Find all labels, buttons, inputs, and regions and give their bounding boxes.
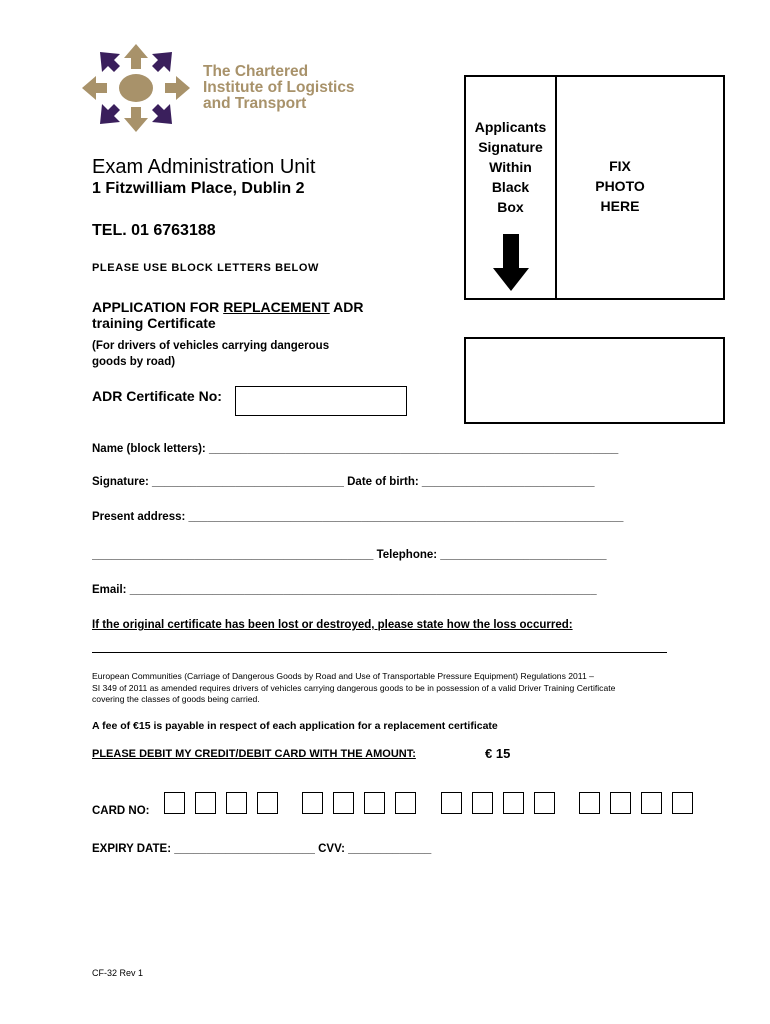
sig-line-4: Black (491, 179, 530, 195)
card-digit-box[interactable] (441, 792, 462, 814)
certificate-number-field[interactable] (235, 386, 407, 416)
application-title (92, 299, 363, 331)
org-name-line-2: Institute of Logistics (203, 79, 355, 96)
legal-line-1: European Communities (Carriage of Dangerous Goods by Road and Use of Transportable Pressure Equipment) Regulations 2011 – (92, 671, 594, 681)
subtitle-line-1: (For drivers of vehicles carrying dangerous (92, 340, 330, 352)
card-digit-box[interactable] (641, 792, 662, 814)
card-digit-box[interactable] (364, 792, 385, 814)
loss-question: If the original certificate has been lost or destroyed, please state how the loss occurred: (92, 619, 573, 631)
card-digit-box[interactable] (195, 792, 216, 814)
title-prefix: APPLICATION FOR (92, 299, 224, 315)
subtitle-line-2: goods by road) (92, 356, 176, 368)
unit-telephone: TEL. 01 6763188 (92, 222, 216, 239)
address-telephone-field[interactable]: ____________________________________________ Telephone: __________________________ (92, 549, 607, 561)
compass-logo-icon (80, 42, 192, 134)
legal-line-2: SI 349 of 2011 as amended requires drivers of vehicles carrying dangerous goods to be in possession of a valid Driver Training Certificate (92, 682, 616, 693)
title-suffix: ADR (329, 299, 364, 315)
card-digit-box[interactable] (395, 792, 416, 814)
sig-line-5: Box (497, 199, 524, 215)
photo-area[interactable] (557, 156, 683, 216)
signature-dob-field[interactable]: Signature: ______________________________ Date of birth: ___________________________ (92, 476, 595, 488)
signature-box[interactable] (464, 337, 725, 424)
sig-line-1: Applicants (474, 119, 547, 135)
card-digit-box[interactable] (610, 792, 631, 814)
photo-line-2: PHOTO (595, 178, 645, 194)
card-digit-box[interactable] (164, 792, 185, 814)
card-digit-box[interactable] (503, 792, 524, 814)
name-field[interactable]: Name (block letters): ________________________________________________________________ (92, 443, 619, 455)
expiry-cvv-field[interactable]: EXPIRY DATE: ______________________ CVV: _____________ (92, 843, 432, 855)
fee-note: A fee of €15 is payable in respect of each application for a replacement certificate (92, 720, 498, 732)
organization-name (203, 64, 355, 112)
photo-line-3: HERE (600, 198, 640, 214)
card-digit-box[interactable] (226, 792, 247, 814)
debit-amount: € 15 (485, 746, 511, 761)
title-line-2: training Certificate (92, 315, 216, 331)
card-digit-box[interactable] (302, 792, 323, 814)
certificate-number-label: ADR Certificate No: (92, 388, 222, 404)
application-subtitle (92, 338, 329, 370)
block-letters-note: PLEASE USE BLOCK LETTERS BELOW (92, 262, 320, 274)
card-digit-box[interactable] (672, 792, 693, 814)
unit-address: 1 Fitzwilliam Place, Dublin 2 (92, 180, 305, 197)
unit-title: Exam Administration Unit (92, 156, 316, 178)
photo-line-1: FIX (609, 158, 631, 174)
card-digit-box[interactable] (257, 792, 278, 814)
down-arrow-icon (492, 234, 530, 292)
address-field[interactable]: Present address: ____________________________________________________________________ (92, 511, 624, 523)
org-name-line-3: and Transport (203, 95, 307, 112)
card-number-label: CARD NO: (92, 805, 150, 817)
form-code: CF-32 Rev 1 (92, 968, 144, 978)
title-emphasis: REPLACEMENT (223, 299, 330, 315)
card-digit-box[interactable] (333, 792, 354, 814)
loss-answer-line[interactable] (92, 652, 667, 653)
card-digit-box[interactable] (534, 792, 555, 814)
email-field[interactable]: Email: _________________________________________________________________________ (92, 584, 597, 596)
signature-instruction (466, 117, 555, 217)
legal-notice (92, 671, 712, 706)
card-digit-box[interactable] (472, 792, 493, 814)
debit-label: PLEASE DEBIT MY CREDIT/DEBIT CARD WITH THE AMOUNT: (92, 748, 416, 760)
sig-line-2: Signature (478, 139, 543, 155)
card-digit-box[interactable] (579, 792, 600, 814)
org-name-line-1: The Chartered (203, 63, 309, 80)
legal-line-3: covering the classes of goods being carried. (92, 694, 260, 704)
sig-line-3: Within (489, 159, 532, 175)
